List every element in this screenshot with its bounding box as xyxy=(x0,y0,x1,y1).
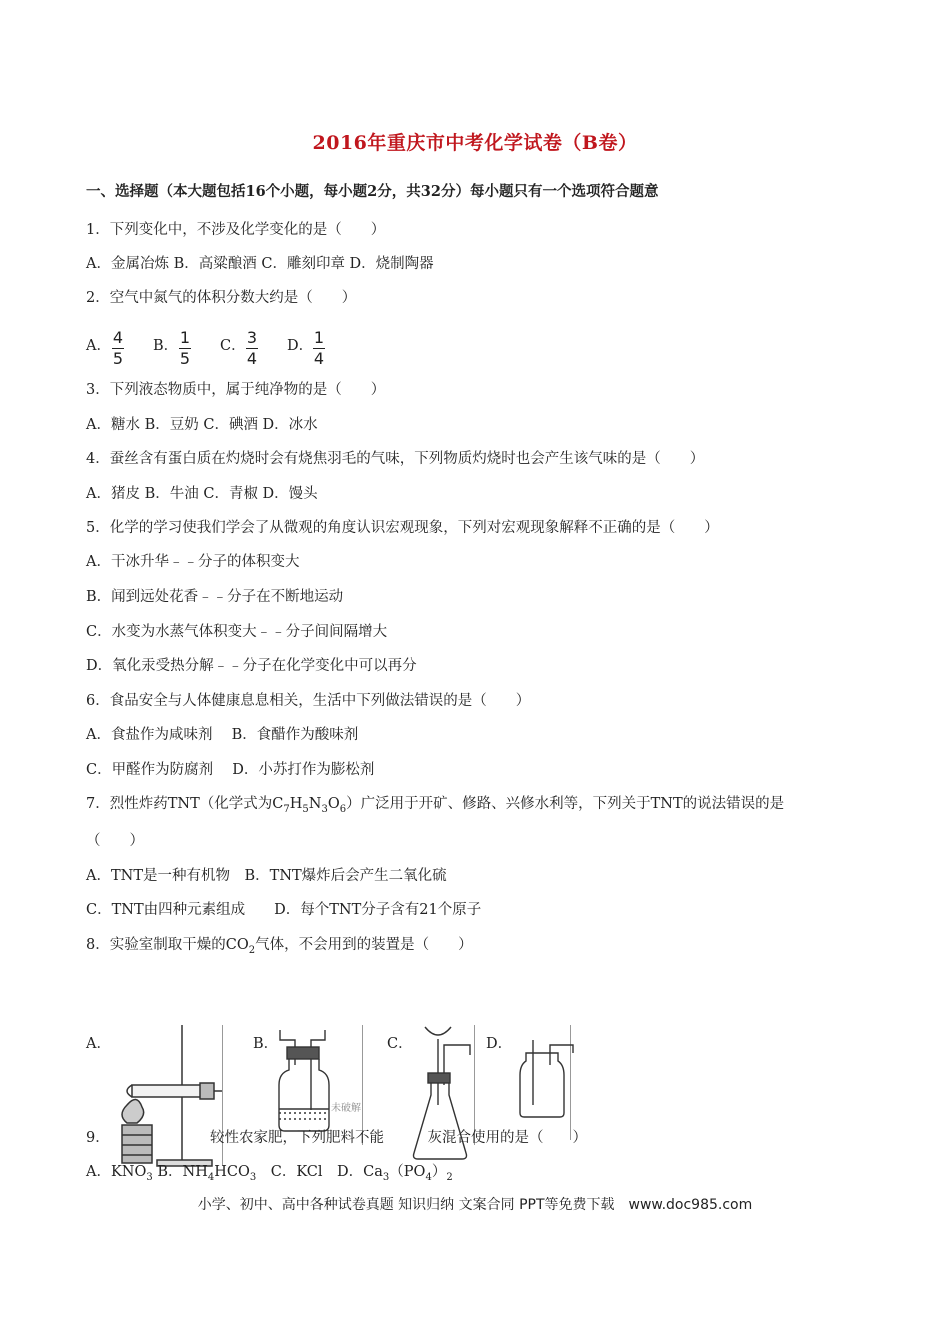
fraction: $\frac{4}{5}$ xyxy=(112,328,124,368)
question-6-options-ab: A．食盐作为咸味剂 B．食醋作为酸味剂 xyxy=(86,727,359,743)
question-8-label-a: A． xyxy=(86,1036,111,1052)
question-7-paren: （ ） xyxy=(86,833,144,849)
heating-apparatus-image xyxy=(112,1025,224,1175)
question-8-stem: 8．实验室制取干燥的$CO_2$气体，不会用到的装置是（ ） xyxy=(86,937,473,956)
question-7-options-ab: A．TNT是一种有机物 B．TNT爆炸后会产生二氧化硫 xyxy=(86,868,447,884)
question-5-option-b: B．闻到远处花香﹣﹣分子在不断地运动 xyxy=(86,589,344,605)
question-9-stem-start: 9． xyxy=(86,1130,110,1146)
question-9-stem-rest: 较性农家肥，下列肥料不能 灰混合使用的是（ ） xyxy=(210,1130,587,1146)
question-5-option-d: D．氧化汞受热分解﹣﹣分子在化学变化中可以再分 xyxy=(86,658,417,674)
question-1-options: A．金属冶炼 B．高粱酿酒 C．雕刻印章 D．烧制陶器 xyxy=(86,256,434,272)
fraction: $\frac{1}{5}$ xyxy=(179,328,191,368)
gas-collection-bottle-image xyxy=(518,1025,578,1120)
question-2-stem: 2．空气中氮气的体积分数大约是（ ） xyxy=(86,290,357,306)
question-8-label-c: C． xyxy=(387,1036,413,1052)
question-3-options: A．糖水 B．豆奶 C．碘酒 D．冰水 xyxy=(86,417,318,433)
question-3-stem: 3．下列液态物质中，属于纯净物的是（ ） xyxy=(86,382,386,398)
question-6-stem: 6．食品安全与人体健康息息相关，生活中下列做法错误的是（ ） xyxy=(86,693,531,709)
fraction: $\frac{3}{4}$ xyxy=(246,328,258,368)
footer-text: 小学、初中、高中各种试卷真题 知识归纳 文案合同 PPT等免费下载 www.doc985.com xyxy=(197,1197,753,1213)
gas-washing-bottle-image xyxy=(275,1025,361,1135)
question-4-options: A．猪皮 B．牛油 C．青椒 D．馒头 xyxy=(86,486,318,502)
fraction: $\frac{1}{4}$ xyxy=(313,328,325,368)
question-8-label-b: B． xyxy=(253,1036,279,1052)
question-8-label-d: D． xyxy=(486,1036,513,1052)
question-9-options: A．$KNO_3$ B．$NH_4HCO_3$ C．KCl D．$Ca_3(PO_4)_2$ xyxy=(86,1164,453,1183)
page-title: 2016年重庆市中考化学试卷（B卷） xyxy=(312,132,638,154)
question-5-stem: 5．化学的学习使我们学会了从微观的角度认识宏观现象，下列对宏观现象解释不正确的是（ ） xyxy=(86,520,719,536)
question-4-stem: 4．蚕丝含有蛋白质在灼烧时会有烧焦羽毛的气味，下列物质灼烧时也会产生该气味的是（ ） xyxy=(86,451,705,467)
question-5-option-a: A．干冰升华﹣﹣分子的体积变大 xyxy=(86,554,300,570)
watermark-text: 未破解 xyxy=(331,1103,361,1114)
question-6-options-cd: C．甲醛作为防腐剂 D．小苏打作为膨松剂 xyxy=(86,762,375,778)
section-heading: 一、选择题（本大题包括16个小题，每小题2分，共32分）每小题只有一个选项符合题意 xyxy=(86,183,659,200)
question-7-stem: 7．烈性炸药TNT（化学式为$C_7H_5N_3O_6$）广泛用于开矿、修路、兴修水利等，下列关于TNT的说法错误的是 xyxy=(86,796,785,815)
question-7-options-cd: C．TNT由四种元素组成 D．每个TNT分子含有21个原子 xyxy=(86,902,482,918)
question-1-stem: 1．下列变化中，不涉及化学变化的是（ ） xyxy=(86,222,386,238)
question-5-option-c: C．水变为水蒸气体积变大﹣﹣分子间间隔增大 xyxy=(86,624,388,640)
